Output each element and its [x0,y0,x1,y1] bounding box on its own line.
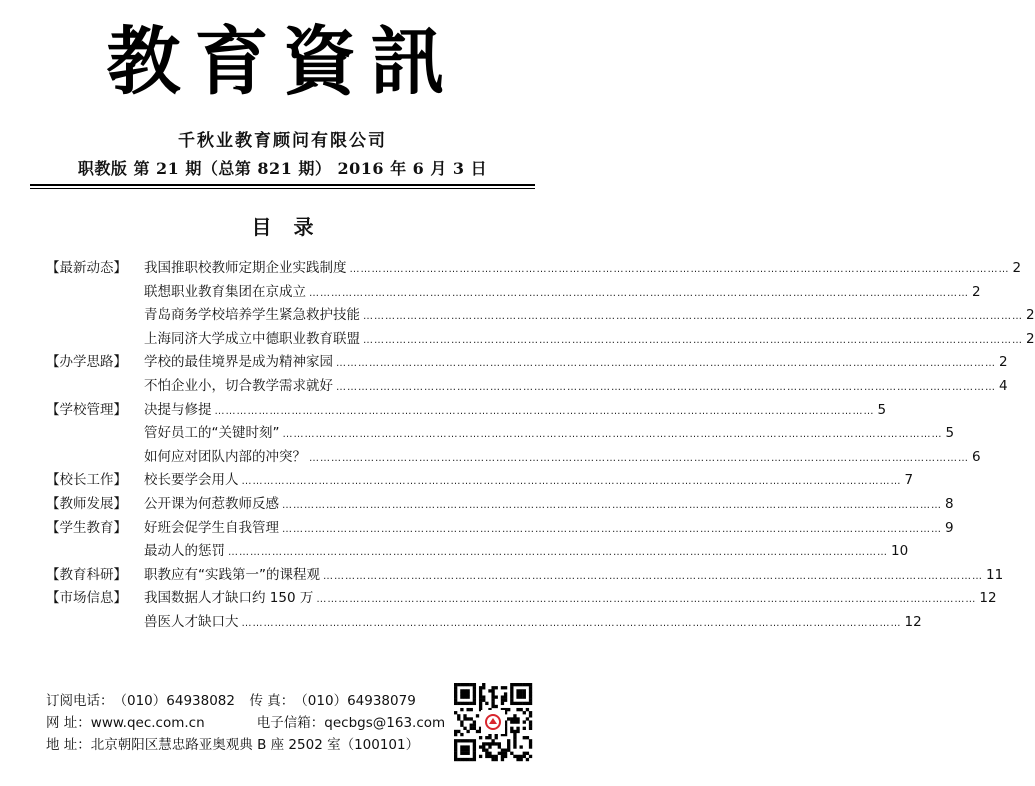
toc-leader-dots: ……………………………………………………………………………………………………………………………………………………………… [241,617,902,629]
toc-row [46,540,909,564]
toc-leader-dots: ……………………………………………………………………………………………………………………………………………………………… [336,358,996,370]
toc-entry[interactable] [144,564,1004,589]
toc-list [46,257,1035,635]
toc-page-number: 5 [877,401,887,418]
toc-leader-dots: ……………………………………………………………………………………………………………………………………………………………… [282,499,942,511]
masthead-title: 教育資訊 [106,19,459,105]
toc-page-number: 6 [972,448,981,465]
toc-entry[interactable] [144,375,1008,400]
toc-page-number: 5 [945,425,955,442]
address-label: 地 址： [46,737,91,753]
toc-entry-title: 管好员工的“关键时刻” [144,425,280,442]
email-link[interactable]: qecbgs@163.com [324,715,446,731]
toc-category: 【学生教育】 [46,519,127,536]
toc-entry-title: 如何应对团队内部的冲突？ [144,448,306,465]
fax-label: 传 真： [249,693,295,709]
toc-category: 【最新动态】 [46,260,127,276]
toc-category: 【教师发展】 [46,495,127,512]
footer-contact [46,690,445,756]
toc-row [46,304,1035,328]
toc-row [46,328,1035,352]
toc-category: 【办学思路】 [46,354,127,371]
toc-entry-title: 职教应有“实践第一”的课程观 [144,566,320,583]
toc-entry[interactable] [144,328,1035,353]
toc-page-number: 9 [945,519,954,536]
toc-entry[interactable] [144,257,1022,282]
toc-page-number: 12 [904,613,922,630]
toc-entry-title: 我国推职校教师定期企业实践制度 [144,260,347,276]
toc-category: 【校长工作】 [46,472,127,489]
toc-entry-title: 公开课为何惹教师反感 [144,495,279,512]
toc-entry[interactable] [144,351,1008,376]
header-rule-thick [30,184,535,186]
qr-logo-badge [481,710,505,734]
toc-title: 目录 [251,215,336,239]
toc-entry[interactable] [144,469,914,494]
address-value: 北京朝阳区慧忠路亚奥观典 B 座 2502 室（100101） [90,737,420,753]
footer-row-web [46,712,445,734]
toc-entry-title: 上海同济大学成立中德职业教育联盟 [144,330,360,347]
issue-line: 职教版 第 21 期（总第 821 期） 2016 年 6 月 3 日 [77,159,488,178]
toc-row [46,469,914,493]
toc-leader-dots: ……………………………………………………………………………………………………………………………………………………………… [282,523,942,535]
toc-category: 【教育科研】 [46,566,127,583]
toc-page-number: 10 [891,543,909,560]
toc-category: 【市场信息】 [46,590,127,607]
toc-entry[interactable] [144,587,997,612]
toc-leader-dots: ……………………………………………………………………………………………………………………………………………………………… [309,452,969,464]
toc-entry[interactable] [144,281,981,306]
toc-page-number: 4 [999,377,1008,394]
toc-row [46,257,1022,281]
toc-row [46,517,954,541]
web-label: 网 址： [46,715,91,731]
toc-row [46,611,922,635]
toc-page-number: 2 [972,283,981,300]
toc-category: 【学校管理】 [46,401,127,418]
toc-leader-dots: ……………………………………………………………………………………………………………………………………………………………… [336,381,996,393]
toc-entry[interactable] [144,540,909,565]
toc-page-number: 2 [1026,330,1035,347]
footer-row-phone [46,690,445,712]
fax-value: （010）64938079 [294,693,416,709]
toc-entry-title: 最动人的惩罚 [144,543,225,560]
toc-leader-dots: ……………………………………………………………………………………………………………………………………………………………… [349,264,1010,275]
toc-entry-title: 决提与修提 [144,401,212,418]
toc-page-number: 2 [1012,260,1022,276]
toc-entry-title: 好班会促学生自我管理 [144,519,279,536]
website-link[interactable]: www.qec.com.cn [90,715,205,731]
toc-leader-dots: ……………………………………………………………………………………………………………………………………………………………… [241,476,902,488]
toc-entry-title: 联想职业教育集团在京成立 [144,283,306,300]
toc-entry-title: 校长要学会用人 [144,472,239,489]
toc-row [46,351,1008,375]
toc-entry-title: 我国数据人才缺口约 150 万 [144,590,314,607]
toc-entry-title: 青岛商务学校培养学生紧急救护技能 [144,307,360,324]
toc-leader-dots: ……………………………………………………………………………………………………………………………………………………………… [363,311,1023,323]
header-rule-thin [30,188,535,189]
toc-entry-title: 不怕企业小，切合教学需求就好 [144,377,333,394]
toc-entry[interactable] [144,422,955,447]
toc-entry[interactable] [144,446,981,471]
toc-row [46,422,955,446]
company-name: 千秋业教育顾问有限公司 [178,131,387,151]
qr-code-icon [454,683,532,761]
footer-row-address [46,734,445,756]
toc-leader-dots: ……………………………………………………………………………………………………………………………………………………………… [282,429,943,441]
toc-leader-dots: ……………………………………………………………………………………………………………………………………………………………… [363,334,1023,346]
toc-leader-dots: ……………………………………………………………………………………………………………………………………………………………… [309,287,969,299]
toc-row [46,399,887,423]
toc-row [46,564,1004,588]
toc-entry-title: 学校的最佳境界是成为精神家园 [144,354,333,371]
toc-page-number: 12 [979,590,997,607]
phone-label: 订阅电话： [46,693,114,709]
toc-page-number: 2 [1026,307,1035,324]
toc-row [46,281,981,305]
toc-page-number: 11 [986,566,1004,583]
toc-row [46,446,981,470]
toc-leader-dots: ……………………………………………………………………………………………………………………………………………………………… [323,570,983,582]
toc-page-number: 2 [999,354,1008,371]
toc-row [46,493,954,517]
toc-entry[interactable] [144,304,1035,329]
toc-leader-dots: ……………………………………………………………………………………………………………………………………………………………… [214,405,875,417]
toc-leader-dots: ……………………………………………………………………………………………………………………………………………………………… [228,547,888,559]
toc-entry[interactable] [144,493,954,518]
toc-entry[interactable] [144,399,887,424]
phone-value: （010）64938082 [113,693,235,709]
toc-row [46,375,1008,399]
toc-entry-title: 兽医人才缺口大 [144,613,239,630]
toc-page-number: 8 [945,495,954,512]
toc-entry[interactable] [144,517,954,542]
toc-leader-dots: ……………………………………………………………………………………………………………………………………………………………… [316,594,977,606]
email-label: 电子信箱： [256,715,325,731]
toc-entry[interactable] [144,611,922,636]
toc-page-number: 7 [904,472,914,489]
toc-row [46,587,997,611]
